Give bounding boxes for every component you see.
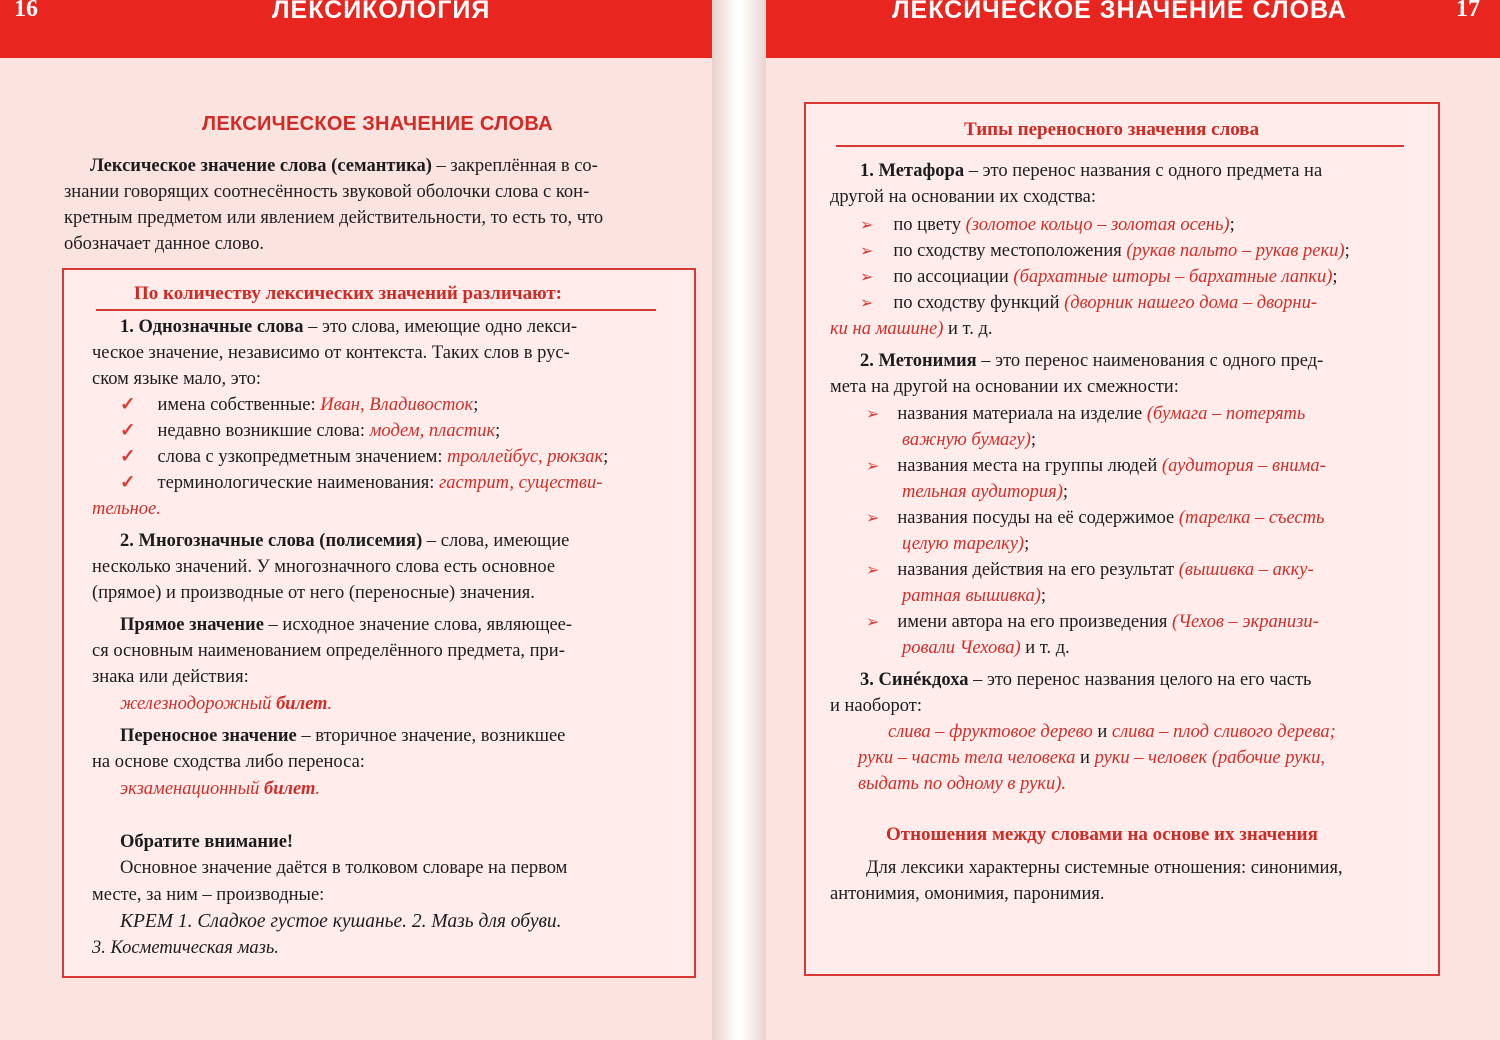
relations-line-2: антонимия, омонимия, паронимия.: [830, 884, 1105, 904]
list-item: ➢ по цвету (золотое кольцо – золотая осень);: [860, 215, 1235, 235]
title-underline: [96, 309, 656, 311]
synecdoche-line-2: и наоборот:: [830, 696, 923, 716]
list-item-continuation: ратная вышивка);: [902, 586, 1047, 606]
section-title: ЛЕКСИЧЕСКОЕ ЗНАЧЕНИЕ СЛОВА: [202, 113, 553, 135]
right-header-bar: [766, 0, 1500, 58]
list-item: ✓ недавно возникшие слова: модем, пластик;: [120, 421, 501, 441]
list-item: ✓ терминологические наименования: гастрит, существи-: [120, 473, 603, 493]
list-item-continuation: тельная аудитория);: [902, 482, 1069, 502]
check-icon: ✓: [120, 473, 136, 493]
box-title-right: Типы переносного значения слова: [964, 119, 1260, 140]
left-running-title: ЛЕКСИКОЛОГИЯ: [272, 0, 491, 24]
note-line-3: КРЕМ 1. Сладкое густое кушанье. 2. Мазь для обуви.: [120, 911, 562, 932]
intro-line-3: кретным предметом или явлением действительности, то есть то, что: [64, 208, 604, 228]
arrow-bullet-icon: ➢: [866, 562, 880, 579]
list-item: ➢ по сходству функций (дворник нашего дома – дворни-: [860, 293, 1317, 313]
arrow-bullet-icon: ➢: [866, 458, 880, 475]
intro-line-4: обозначает данное слово.: [64, 234, 264, 254]
synecdoche-line-1: 3. Синéкдоха – это перенос названия целого на его часть: [860, 670, 1312, 690]
left-header-bar: [0, 0, 712, 58]
page-number-left: 16: [14, 0, 38, 22]
synecdoche-example-1: слива – фруктовое дерево и слива – плод сливого дерева;: [888, 722, 1336, 742]
direct-line-1: Прямое значение – исходное значение слова, являющее-: [120, 615, 573, 635]
note-line-2: месте, за ним – производные:: [92, 885, 325, 905]
arrow-bullet-icon: ➢: [860, 269, 874, 286]
check-icon: ✓: [120, 395, 136, 415]
list-item: ➢ названия посуды на её содержимое (тарелка – съесть: [866, 508, 1325, 528]
synecdoche-example-2: руки – часть тела человека и руки – человек (рабочие руки,: [858, 748, 1325, 768]
poly-line-3: (прямое) и производные от него (переносные) значения.: [92, 583, 535, 603]
synecdoche-example-3: выдать по одному в руки).: [858, 774, 1066, 794]
left-page: [0, 0, 712, 1040]
arrow-bullet-icon: ➢: [866, 406, 880, 423]
poly-line-2: несколько значений. У многозначного слова есть основное: [92, 557, 556, 577]
arrow-bullet-icon: ➢: [860, 295, 874, 312]
metaphor-line-1: 1. Метафора – это перенос названия с одного предмета на: [860, 161, 1323, 181]
list-item-continuation: тельное.: [92, 499, 161, 519]
relations-line-1: Для лексики характерны системные отношения: синонимия,: [866, 858, 1343, 878]
arrow-bullet-icon: ➢: [866, 510, 880, 527]
list-item-continuation: ки на машине) и т. д.: [830, 319, 993, 339]
figurative-line-1: Переносное значение – вторичное значение, возникшее: [120, 726, 566, 746]
list-item: ✓ слова с узкопредметным значением: троллейбус, рюкзак;: [120, 447, 609, 467]
mono-line-1: 1. Однозначные слова – это слова, имеющие одно лекси-: [120, 317, 578, 337]
metonymy-line-1: 2. Метонимия – это перенос наименования с одного пред-: [860, 351, 1324, 371]
note-line-1: Основное значение даётся в толковом словаре на первом: [120, 858, 568, 878]
direct-line-2: ся основным наименованием определённого предмета, при-: [92, 641, 565, 661]
poly-line-1: 2. Многозначные слова (полисемия) – слова, имеющие: [120, 531, 570, 551]
list-item: ➢ названия действия на его результат (вышивка – акку-: [866, 560, 1314, 580]
list-item: ➢ названия материала на изделие (бумага – потерять: [866, 404, 1306, 424]
note-line-4: 3. Косметическая мазь.: [92, 938, 279, 958]
list-item: ➢ по сходству местоположения (рукав пальто – рукав реки);: [860, 241, 1350, 261]
intro-line-1: Лексическое значение слова (семантика) – закреплённая в со-: [90, 156, 598, 176]
book-gutter: [712, 0, 766, 1040]
list-item-continuation: ровали Чехова) и т. д.: [902, 638, 1070, 658]
note-title: Обратите внимание!: [120, 832, 294, 852]
page-number-right: 17: [1456, 0, 1480, 22]
metaphor-line-2: другой на основании их сходства:: [830, 187, 1096, 207]
arrow-bullet-icon: ➢: [860, 217, 874, 234]
direct-line-3: знака или действия:: [92, 667, 249, 687]
list-item: ✓ имена собственные: Иван, Владивосток;: [120, 395, 479, 415]
figurative-example: экзаменационный билет.: [120, 779, 320, 799]
list-item: ➢ по ассоциации (бархатные шторы – бархатные лапки);: [860, 267, 1338, 287]
check-icon: ✓: [120, 421, 136, 441]
right-running-title: ЛЕКСИЧЕСКОЕ ЗНАЧЕНИЕ СЛОВА: [892, 0, 1347, 24]
title-underline: [836, 145, 1404, 147]
arrow-bullet-icon: ➢: [860, 243, 874, 260]
list-item-continuation: целую тарелку);: [902, 534, 1030, 554]
mono-line-3: ском языке мало, это:: [92, 369, 261, 389]
list-item-continuation: важную бумагу);: [902, 430, 1037, 450]
box-title-left: По количеству лексических значений различают:: [134, 283, 563, 304]
metonymy-line-2: мета на другой на основании их смежности:: [830, 377, 1179, 397]
intro-line-2: знании говорящих соотнесённость звуковой оболочки слова с кон-: [64, 182, 590, 202]
list-item: ➢ имени автора на его произведения (Чехов – экранизи-: [866, 612, 1319, 632]
direct-example: железнодорожный билет.: [120, 694, 333, 714]
check-icon: ✓: [120, 447, 136, 467]
right-page: [766, 0, 1500, 1040]
mono-line-2: ческое значение, независимо от контекста. Таких слов в рус-: [92, 343, 570, 363]
relations-title: Отношения между словами на основе их значения: [886, 824, 1318, 845]
list-item: ➢ названия места на группы людей (аудитория – внима-: [866, 456, 1326, 476]
arrow-bullet-icon: ➢: [866, 614, 880, 631]
figurative-line-2: на основе сходства либо переноса:: [92, 752, 365, 772]
